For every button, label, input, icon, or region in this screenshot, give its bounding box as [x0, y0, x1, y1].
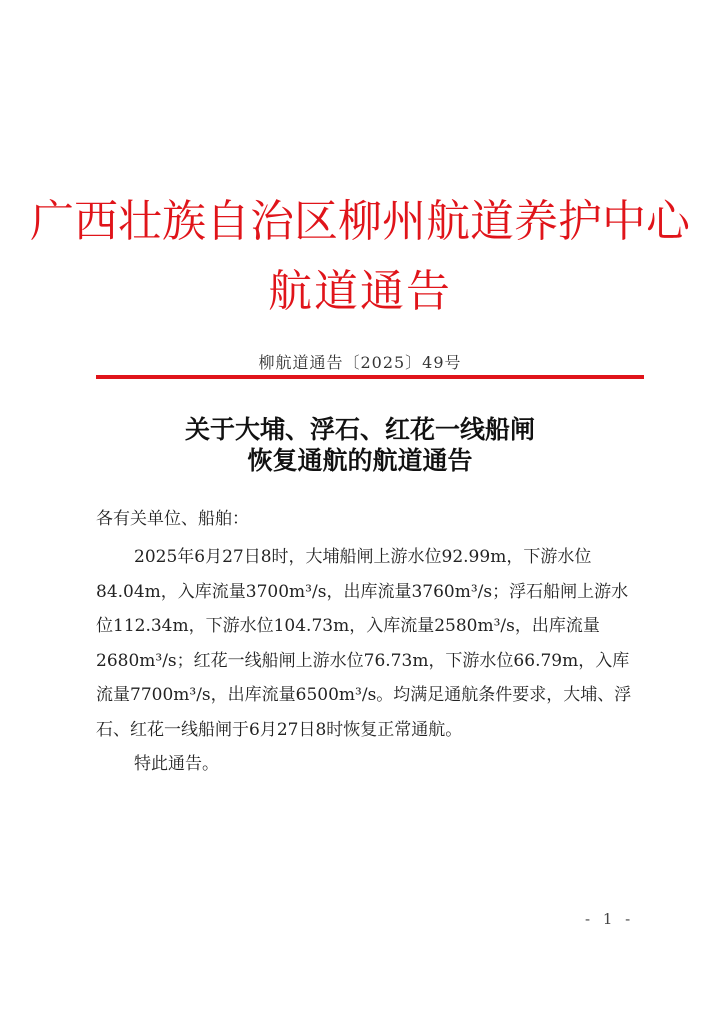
notice-body	[96, 506, 644, 782]
document-number: 柳航道通告〔2025〕49号	[258, 353, 462, 372]
organization-title: 广西壮族自治区柳州航道养护中心	[30, 196, 690, 247]
page-number: - 1 -	[585, 910, 635, 928]
document-type-title: 航道通告	[268, 266, 452, 317]
salutation: 各有关单位、船舶：	[96, 509, 249, 529]
notice-subject	[0, 414, 720, 476]
subject-line-1: 关于大埔、浮石、红花一线船闸	[184, 415, 535, 444]
body-paragraph: 2025年6月27日8时，大埔船闸上游水位92.99m，下游水位84.04m，入库流量3700m³/s，出库流量3760m³/s；浮石船闸上游水位112.34m，下游水位104.73m，入库流量2580m³/s，出库流量2680m³/s；红花一线船闸上游水位76.73m，下游水位66.79m，入库流量7700m³/s，出库流量6500m³/s。均满足通航条件要求，大埔、浮石、红花一线船闸于6月27日8时恢复正常通航。	[96, 547, 632, 740]
closing-line: 特此通告。	[134, 754, 219, 774]
subject-line-2: 恢复通航的航道通告	[247, 446, 473, 475]
red-divider	[96, 375, 644, 379]
